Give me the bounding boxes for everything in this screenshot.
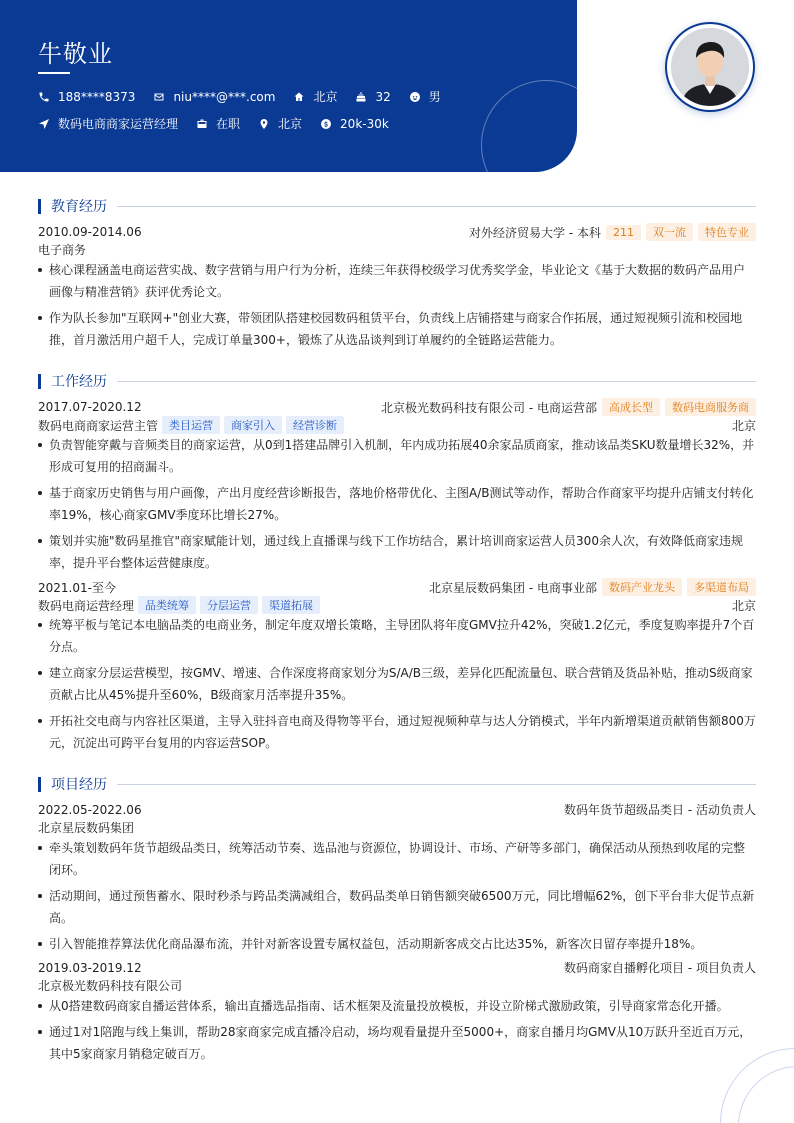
role-tag: 商家引入 xyxy=(224,416,282,434)
project-name: 数码年货节超级品类日 - 活动负责人 xyxy=(564,803,756,817)
gender-text: 男 xyxy=(428,90,441,104)
phone-item xyxy=(38,90,135,104)
project-period: 2019.03-2019.12 xyxy=(38,960,142,975)
target-position-text: 数码电商商家运营经理 xyxy=(58,117,179,131)
section-bar xyxy=(38,777,41,792)
role-tag: 类目运营 xyxy=(162,416,220,434)
company-tag: 数码电商服务商 xyxy=(665,398,756,416)
education-major: 电子商务 xyxy=(38,243,87,257)
location-icon xyxy=(258,118,270,130)
project-org-row xyxy=(38,819,756,836)
gender-icon xyxy=(409,91,421,103)
role-tag: 分层运营 xyxy=(200,596,258,614)
salary-text: 20k-30k xyxy=(340,116,389,131)
section-projects xyxy=(38,774,756,794)
role-tag: 渠道拓展 xyxy=(262,596,320,614)
target-position-item xyxy=(38,115,178,132)
job-bullet: 开拓社交电商与内容社区渠道，主导入驻抖音电商及得物等平台，通过短视频种草与达人分销模式，半年内新增渠道贡献销售额800万元，沉淀出可跨平台复用的内容运营SOP。 xyxy=(38,710,756,754)
mail-icon xyxy=(153,91,165,103)
job-role-row xyxy=(38,416,756,434)
job-period: 2017.07-2020.12 xyxy=(38,400,142,414)
role-tag: 经营诊断 xyxy=(286,416,344,434)
section-title-projects: 项目经历 xyxy=(51,777,107,793)
section-bar xyxy=(38,374,41,389)
school-tag: 双一流 xyxy=(646,223,693,241)
target-city-item xyxy=(258,115,302,132)
company-tag: 多渠道布局 xyxy=(687,578,756,596)
name-underline xyxy=(38,72,70,74)
project-bullet: 活动期间，通过预售蓄水、限时秒杀与跨品类满减组合，数码品类单日销售额突破6500万元，同比增幅62%，创下平台非大促节点新高。 xyxy=(38,885,756,929)
target-city-text: 北京 xyxy=(278,117,303,131)
avatar xyxy=(665,22,755,112)
education-school: 对外经济贸易大学 - 本科 xyxy=(469,225,601,240)
job-period: 2021.01-至今 xyxy=(38,580,116,595)
job-header-row xyxy=(38,578,756,596)
contact-row xyxy=(38,88,459,105)
money-icon xyxy=(320,118,332,130)
intent-row xyxy=(38,115,407,132)
school-tag: 特色专业 xyxy=(698,223,756,241)
age-item xyxy=(355,90,390,104)
section-work xyxy=(38,371,756,391)
section-title-education: 教育经历 xyxy=(51,199,107,215)
status-text: 在职 xyxy=(216,117,241,131)
project-bullet: 牵头策划数码年货节超级品类日，统筹活动节奏、选品池与资源位，协调设计、市场、产研等多部门，确保活动从预热到收尾的完整闭环。 xyxy=(38,837,756,881)
send-icon xyxy=(38,118,50,130)
job-city: 北京 xyxy=(731,598,756,613)
section-education xyxy=(38,196,756,216)
education-header-row xyxy=(38,223,756,241)
project-org: 北京极光数码科技有限公司 xyxy=(38,979,183,993)
project-name: 数码商家自播孵化项目 - 项目负责人 xyxy=(564,961,756,975)
project-period: 2022.05-2022.06 xyxy=(38,802,142,817)
phone-text: 188****8373 xyxy=(58,89,136,104)
job-company: 北京极光数码科技有限公司 - 电商运营部 xyxy=(381,400,597,415)
job-bullet: 策划并实施"数码星推官"商家赋能计划，通过线上直播课与线下工作坊结合，累计培训商家运营人员300余人次，有效降低商家违规率，提升平台整体运营健康度。 xyxy=(38,530,756,574)
job-bullet: 建立商家分层运营模型，按GMV、增速、合作深度将商家划分为S/A/B三级，差异化匹配流量包、联合营销及货品补贴，推动S级商家贡献占比从45%提升至60%，B级商家月活率提升35%。 xyxy=(38,662,756,706)
job-header-row xyxy=(38,398,756,416)
education-major-row xyxy=(38,241,756,258)
salary-item xyxy=(320,117,389,131)
gender-item xyxy=(409,88,441,105)
company-tag: 高成长型 xyxy=(602,398,660,416)
company-tag: 数码产业龙头 xyxy=(602,578,682,596)
job-company: 北京星辰数码集团 - 电商事业部 xyxy=(429,580,597,595)
status-item xyxy=(196,115,240,132)
job-role: 数码电商运营经理 xyxy=(38,598,135,613)
job-bullet: 基于商家历史销售与用户画像，产出月度经营诊断报告，落地价格带优化、主图A/B测试等动作，帮助合作商家平均提升店铺支付转化率19%，核心商家GMV季度环比增长27%。 xyxy=(38,482,756,526)
project-bullet: 引入智能推荐算法优化商品瀑布流，并针对新客设置专属权益包，活动期新客成交占比达35%，新客次日留存率提升18%。 xyxy=(38,933,756,955)
education-period: 2010.09-2014.06 xyxy=(38,225,142,239)
job-role: 数码电商商家运营主管 xyxy=(38,418,159,433)
project-bullet: 从0搭建数码商家自播运营体系，输出直播选品指南、话术框架及流量投放模板，并设立阶梯式激励政策，引导商家常态化开播。 xyxy=(38,995,756,1017)
role-tag: 品类统筹 xyxy=(138,596,196,614)
decorative-circle xyxy=(481,80,577,172)
city-item xyxy=(293,88,337,105)
project-org-row xyxy=(38,977,756,994)
cake-icon xyxy=(355,91,367,103)
section-bar xyxy=(38,199,41,214)
resume-header xyxy=(0,0,577,172)
job-bullet: 负责智能穿戴与音频类目的商家运营，从0到1搭建品牌引入机制，年内成功拓展40余家品质商家，推动该品类SKU数量增长32%，并形成可复用的招商漏斗。 xyxy=(38,434,756,478)
school-tag: 211 xyxy=(606,225,641,240)
project-org: 北京星辰数码集团 xyxy=(38,821,135,835)
job-role-row xyxy=(38,596,756,614)
project-header-row xyxy=(38,801,756,818)
section-divider xyxy=(117,206,756,207)
project-bullet: 通过1对1陪跑与线上集训，帮助28家商家完成直播冷启动，场均观看量提升至5000+，商家自播月均GMV从10万跃升至近百万元，其中5家商家月销稳定破百万。 xyxy=(38,1021,756,1065)
email-text: niu****@***.com xyxy=(173,89,276,104)
section-divider xyxy=(117,784,756,785)
age-text: 32 xyxy=(375,89,391,104)
section-divider xyxy=(117,381,756,382)
phone-icon xyxy=(38,91,50,103)
email-item xyxy=(153,90,275,104)
job-city: 北京 xyxy=(731,418,756,433)
section-title-work: 工作经历 xyxy=(51,374,107,390)
home-icon xyxy=(293,91,305,103)
avatar-photo xyxy=(671,28,749,106)
city-text: 北京 xyxy=(313,90,338,104)
education-bullet: 核心课程涵盖电商运营实战、数字营销与用户行为分析，连续三年获得校级学习优秀奖学金，毕业论文《基于大数据的数码产品用户画像与精准营销》获评优秀论文。 xyxy=(38,259,756,303)
education-bullet: 作为队长参加"互联网+"创业大赛，带领团队搭建校园数码租赁平台，负责线上店铺搭建与商家合作拓展，通过短视频引流和校园地推，首月激活用户超千人，完成订单量300+，锻炼了从选品谈判到订单履约的全链路运营能力。 xyxy=(38,307,756,351)
project-header-row xyxy=(38,959,756,976)
job-bullet: 统筹平板与笔记本电脑品类的电商业务，制定年度双增长策略，主导团队将年度GMV拉升42%，突破1.2亿元，季度复购率提升7个百分点。 xyxy=(38,614,756,658)
candidate-name: 牛敬业 xyxy=(38,40,113,68)
briefcase-icon xyxy=(196,118,208,130)
